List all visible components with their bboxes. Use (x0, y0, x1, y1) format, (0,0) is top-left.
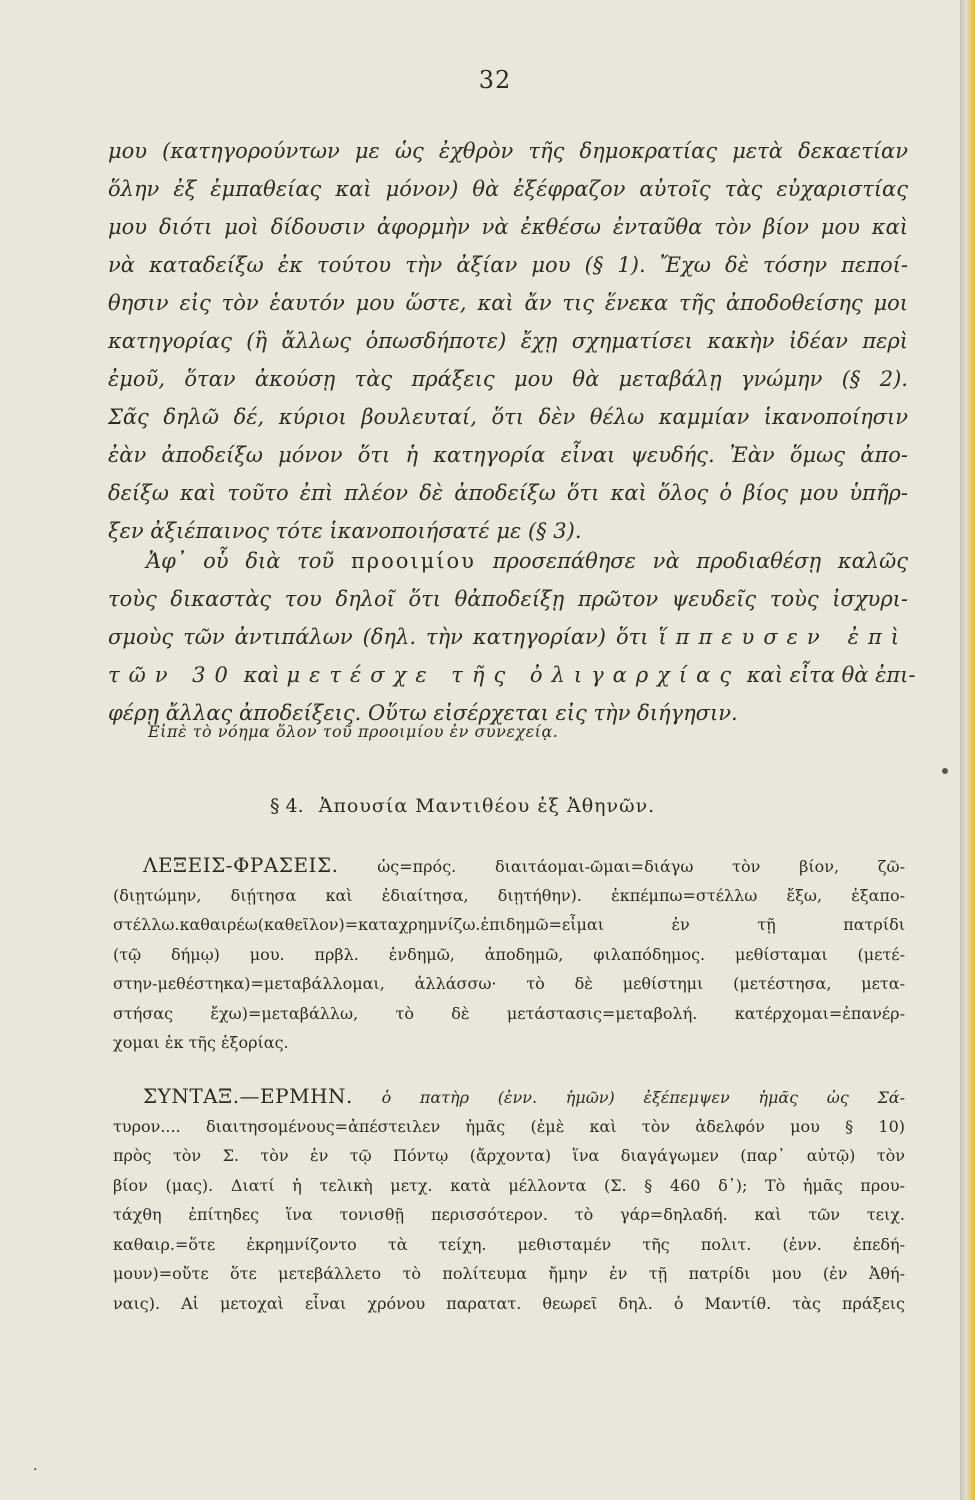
text-line: ἐμοῦ, ὅταν ἀκούσῃ τὰς πράξεις μου θὰ μεταβάλῃ γνώμην (§ 2). (108, 367, 908, 391)
text-line: φέρῃ ἄλλας ἀποδείξεις. Οὕτω εἰσέρχεται εἰς τὴν διήγησιν. (108, 701, 738, 725)
ink-dot (942, 768, 948, 774)
text-line: μου διότι μοὶ δίδουσιν ἀφορμὴν νὰ ἐκθέσω ἐνταῦθα τὸν βίον μου καὶ (108, 215, 908, 239)
vocabulary-block (113, 851, 905, 1058)
study-note: Εἰπὲ τὸ νόημα ὅλον τοῦ προοιμίου ἐν συνεχείᾳ. (148, 722, 559, 741)
text-line: στήσας ἔχω)=μεταβάλλω, τὸ δὲ μετάστασις=μεταβολή. κατέρχομαι=ἐπανέρ- (113, 1003, 905, 1023)
block-label: ΣΥΝΤΑΞ.—ΕΡΜΗΝ. (143, 1084, 353, 1108)
text-line: ὅλην ἐξ ἐμπαθείας καὶ μόνον) θὰ ἐξέφραζον αὐτοῖς τὰς εὐχαριστίας (108, 177, 908, 201)
text-line: (τῷ δήμῳ) μου. πρβλ. ἐνδημῶ, ἀποδημῶ, φιλαπόδημος. μεθίσταμαι (μετέ- (113, 944, 905, 964)
text-line: χομαι ἐκ τῆς ἐξορίας. (113, 1033, 289, 1052)
text-line: τοὺς δικαστὰς του δηλοῖ ὅτι θἀποδείξῃ πρῶτον ψευδεῖς τοὺς ἰσχυρι- (108, 587, 908, 611)
page-edge (960, 0, 975, 1500)
text-line: στην-μεθέστηκα)=μεταβάλλομαι, ἀλλάσσω· τὸ δὲ μεθίστημι (μετέστησα, μετα- (113, 974, 905, 993)
text-line: μου (κατηγορούντων με ὡς ἐχθρὸν τῆς δημοκρατίας μετὰ δεκαετίαν (108, 139, 908, 163)
syntax-block (113, 1082, 905, 1318)
body-paragraph-1 (108, 132, 908, 550)
text-fragment: Ἀφ᾽ οὗ διὰ τοῦ (146, 549, 335, 573)
body-paragraph-2 (108, 542, 916, 732)
page-number: 32 (478, 66, 512, 94)
text-line: ξεν ἀξιέπαινος τότε ἱκανοποιήσατέ με (§ 3). (108, 519, 582, 543)
text-line: δείξω καὶ τοῦτο ἐπὶ πλέον δὲ ἀποδείξω ὅτι καὶ ὅλος ὁ βίος μου ὑπῆρ- (108, 481, 908, 505)
text-line: βίον (μας). Διατί ἡ τελικὴ μετχ. κατὰ μέλλοντα (Σ. § 460 δ᾽); Τὸ ἡμᾶς πρου- (113, 1175, 905, 1195)
text-line: τάχθη ἐπίτηδες ἵνα τονισθῇ περισσότερον. τὸ γάρ=δηλαδή. καὶ τῶν τειχ. (113, 1205, 905, 1224)
text-fragment: ὡς=πρός. διαιτάομαι-ῶμαι=διάγω τὸν βίον, ζῶ- (377, 857, 905, 876)
section-number: § 4. (270, 795, 304, 817)
text-line (113, 1082, 905, 1112)
text-fragment: καὶ εἶτα θὰ ἐπι- (746, 663, 916, 687)
section-heading (270, 795, 655, 817)
text-line: ἐὰν ἀποδείξω μόνον ὅτι ἡ κατηγορία εἶναι ψευδής. Ἐὰν ὅμως ἀπο- (108, 443, 908, 467)
text-line (108, 656, 916, 694)
text-fragment: καὶ (243, 663, 280, 687)
section-title: Ἀπουσία Μαντιθέου ἐξ Ἀθηνῶν. (318, 795, 656, 817)
text-line (108, 542, 908, 580)
text-line: στέλλω.καθαιρέω(καθεῖλον)=καταχρημνίζω.ἐπιδημῶ=εἶμαι ἐν τῇ πατρίδι (113, 915, 905, 934)
text-line: πρὸς τὸν Σ. τὸν ἐν τῷ Πόντῳ (ἄρχοντα) ἵνα διαγάγωμεν (παρ᾽ αὐτῷ) τὸν (113, 1146, 905, 1165)
text-line: νὰ καταδείξω ἐκ τούτου τὴν ἀξίαν μου (§ 1). Ἔχω δὲ τόσην πεποί- (108, 253, 908, 277)
text-fragment: ὁ πατὴρ (ἐνν. ἡμῶν) ἐξέπεμψεν ἡμᾶς ὡς Σά- (381, 1088, 905, 1107)
text-line: μουν)=οὔτε ὅτε μετεβάλλετο τὸ πολίτευμα ἤμην ἐν τῇ πατρίδι μου (ἐν Ἀθή- (113, 1264, 905, 1283)
block-label: ΛΕΞΕΙΣ-ΦΡΑΣΕΙΣ. (143, 853, 339, 877)
spaced-term: προοιμίου (350, 549, 476, 573)
text-fragment: προσεπάθησε νὰ προδιαθέσῃ καλῶς (492, 549, 908, 573)
spaced-quote: ἵππευσεν ἐπὶ (658, 625, 908, 649)
text-line (108, 618, 908, 656)
margin-mark: · (33, 1462, 38, 1478)
text-line: ναις). Αἱ μετοχαὶ εἶναι χρόνου παρατατ. θεωρεῖ δηλ. ὁ Μαντίθ. τὰς πράξεις (113, 1293, 905, 1313)
text-line: τυρον.... διαιτησομένους=ἀπέστειλεν ἡμᾶς (ἐμὲ καὶ τὸν ἀδελφόν μου § 10) (113, 1116, 905, 1136)
text-fragment: σμοὺς τῶν ἀντιπάλων (δηλ. τὴν κατηγορίαν) ὅτι (108, 625, 649, 649)
text-line: θησιν εἰς τὸν ἑαυτόν μου ὥστε, καὶ ἄν τις ἕνεκα τῆς ἀποδοθείσης μοι (108, 291, 908, 315)
text-line (113, 851, 905, 881)
spaced-quote: μετέσχε τῆς ὀλιγαρχίας (286, 663, 741, 687)
text-line: καθαιρ.=ὅτε ἐκρημνίζοντο τὰ τείχη. μεθισταμέν τῆς πολιτ. (ἐνν. ἐπεδή- (113, 1234, 905, 1254)
text-line: Σᾶς δηλῶ δέ, κύριοι βουλευταί, ὅτι δὲν θέλω καμμίαν ἱκανοποίησιν (108, 405, 908, 429)
text-line: (διῃτώμην, διῄτησα καὶ ἐδιαίτησα, διῃτήθην). ἐκπέμπω=στέλλω ἔξω, ἐξαπο- (113, 885, 905, 905)
spaced-quote: τῶν 30 (108, 663, 237, 687)
text-line: κατηγορίας (ἢ ἄλλως ὁπωσδήποτε) ἔχῃ σχηματίσει κακὴν ἰδέαν περὶ (108, 329, 908, 353)
